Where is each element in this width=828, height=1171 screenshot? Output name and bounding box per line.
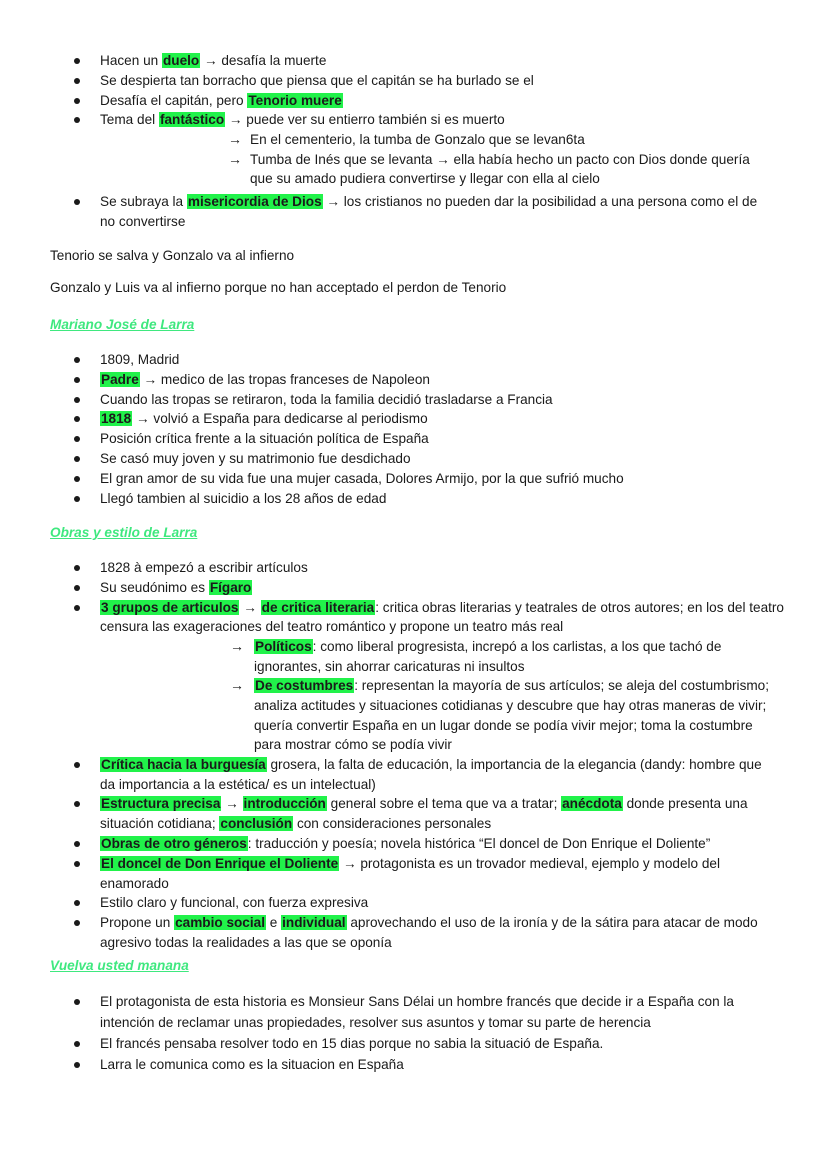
list-item: Posición crítica frente a la situación política de España	[0, 429, 828, 449]
highlight: misericordia de Dios	[187, 193, 322, 209]
highlight: duelo	[162, 53, 200, 68]
don-juan-list	[0, 51, 828, 232]
highlight: De costumbres	[255, 678, 354, 694]
list-item: Estilo claro y funcional, con fuerza expresiva	[0, 893, 828, 913]
highlight: Crítica hacia la burguesía	[101, 756, 266, 772]
list-item: El gran amor de su vida fue una mujer casada, Dolores Armijo, por la que sufrió mucho	[0, 469, 828, 489]
arrow-right-icon: →	[230, 677, 244, 694]
bullet-icon	[74, 416, 80, 422]
list-item: 1809, Madrid	[0, 350, 828, 370]
sub-list-item: → Políticos: como liberal progresista, increpó a los carlistas, a los que tachó de ignorantes, sin ahorrar caricaturas ni insultos	[230, 638, 722, 674]
list-item: Se subraya la misericordia de Dios → los cristianos no pueden dar la posibilidad a una persona como el de no convertirse	[0, 192, 828, 232]
bullet-icon	[74, 397, 80, 403]
section-heading-vuelva: Vuelva usted manana	[50, 958, 189, 973]
highlight: individual	[282, 915, 346, 931]
bullet-icon	[74, 117, 80, 123]
bullet-icon	[74, 762, 80, 768]
section-heading-larra: Mariano José de Larra	[50, 317, 195, 332]
obras-list	[0, 558, 828, 953]
list-item: 1828 à empezó a escribir artículos	[0, 558, 828, 578]
highlight: de critica literaria	[261, 599, 375, 615]
list-item: Cuando las tropas se retiraron, toda la familia decidió trasladarse a Francia	[0, 390, 828, 410]
list-item: Obras de otro géneros: traducción y poesía; novela histórica “El doncel de Don Enrique el Doliente”	[0, 834, 828, 854]
paragraph: Gonzalo y Luis va al infierno porque no han acceptado el perdon de Tenorio	[50, 280, 507, 295]
list-item: Estructura precisa → introducción general sobre el tema que va a tratar; anécdota donde presenta una situación cotidiana; conclusión con consideraciones personales	[0, 794, 828, 834]
bullet-icon	[74, 605, 80, 611]
bullet-icon	[74, 78, 80, 84]
arrow-right-icon: →	[228, 150, 242, 167]
list-item: Se casó muy joven y su matrimonio fue desdichado	[0, 449, 828, 469]
bullet-icon	[74, 496, 80, 502]
sub-list-item: → En el cementerio, la tumba de Gonzalo que se levan6ta	[100, 130, 780, 150]
bullet-icon	[74, 58, 80, 64]
sub-list-item: → Tumba de Inés que se levanta → ella había hecho un pacto con Dios donde quería que su amado pudiera convertirse y llegar con ella al cielo	[228, 150, 750, 187]
highlight: conclusión	[220, 816, 293, 832]
vuelva-list	[0, 991, 828, 1075]
highlight: Obras de otro géneros	[101, 835, 247, 851]
bullet-icon	[74, 377, 80, 383]
sub-list-item: → De costumbres: representan la mayoría de sus artículos; se aleja del costumbrismo; analiza actitudes y situaciones cotidianas y descubre que hay otras maneras de vivir; quería convertir España en un lugar donde se podía vivir mejor; toma la costumbre para mostrar cómo se podía vivir	[230, 677, 770, 753]
bullet-icon	[74, 585, 80, 591]
list-item: Hacen un duelo → desafía la muerte	[0, 51, 828, 71]
sub-list	[100, 130, 780, 189]
list-item: Propone un cambio social e individual aprovechando el uso de la ironía y de la sátira para atacar de modo agresivo todas la realidades a las que se oponía	[0, 913, 828, 953]
bullet-icon	[74, 861, 80, 867]
bullet-icon	[74, 98, 80, 104]
bullet-icon	[74, 841, 80, 847]
highlight: Políticos	[255, 639, 312, 655]
bullet-icon	[74, 456, 80, 462]
bullet-icon	[74, 1041, 80, 1047]
bullet-icon	[74, 436, 80, 442]
highlight: fantástico	[159, 112, 225, 128]
highlight: Padre	[101, 371, 139, 387]
list-item: Crítica hacia la burguesía grosera, la falta de educación, la importancia de la elegancia (dandy: hombre que da importancia a la estética/ es un intelectual)	[0, 755, 828, 795]
list-item: Se despierta tan borracho que piensa que el capitán se ha burlado se el	[0, 71, 828, 91]
list-item: Su seudónimo es Fígaro	[0, 578, 828, 598]
list-item: Desafía el capitán, pero Tenorio muere	[0, 91, 828, 111]
bullet-icon	[74, 920, 80, 926]
highlight: introducción	[243, 796, 326, 812]
paragraph: Tenorio se salva y Gonzalo va al infierno	[50, 248, 295, 263]
list-item: Larra le comunica como es la situacion en España	[0, 1054, 828, 1075]
list-item: El francés pensaba resolver todo en 15 dias porque no sabia la situació de España.	[0, 1033, 828, 1054]
highlight: anécdota	[562, 796, 622, 812]
bullet-icon	[74, 357, 80, 363]
larra-list	[0, 350, 828, 508]
bullet-icon	[74, 900, 80, 906]
highlight: cambio social	[175, 915, 265, 931]
bullet-icon	[74, 999, 80, 1005]
sub-list	[0, 637, 804, 755]
highlight: El doncel de Don Enrique el Doliente	[101, 855, 339, 871]
highlight: Estructura precisa	[101, 796, 221, 812]
list-item: Tema del fantástico → puede ver su entierro también si es muerto → En el cementerio, la tumba de Gonzalo que se levan6ta → Tumba de Inés que se levanta → ella había hecho un pacto con Dios donde quería que su amado pudiera convertirse y llegar con ella al cielo	[0, 110, 828, 189]
list-item: El doncel de Don Enrique el Doliente → protagonista es un trovador medieval, ejemplo y modelo del enamorado	[0, 854, 828, 894]
list-item: Padre → medico de las tropas franceses de Napoleon	[0, 370, 828, 390]
list-item: Llegó tambien al suicidio a los 28 años de edad	[0, 489, 828, 509]
bullet-icon	[74, 1062, 80, 1068]
highlight: Tenorio muere	[248, 92, 342, 108]
bullet-icon	[74, 565, 80, 571]
highlight: 3 grupos de articulos	[101, 599, 239, 615]
section-heading-obras: Obras y estilo de Larra	[50, 525, 198, 540]
bullet-icon	[74, 476, 80, 482]
list-item: El protagonista de esta historia es Monsieur Sans Délai un hombre francés que decide ir a España con la intención de reclamar unas propiedades, resolver sus asuntos y tomar su parte de herencia	[0, 991, 828, 1033]
bullet-icon	[74, 199, 80, 205]
highlight: Fígaro	[209, 579, 252, 595]
arrow-right-icon: →	[228, 131, 242, 148]
list-item: 3 grupos de articulos → de critica literaria: critica obras literarias y teatrales de otros autores; en los del teatro censura las exageraciones del teatro romántico y propone un teatro más real → Políticos: como liberal progresista, increpó a los carlistas, a los que tachó de ignorantes, sin ahorrar caricaturas ni insultos → De costumbres: representan la mayoría de sus artículos; se aleja del costumbrismo; analiza actitudes y situaciones cotidianas y descubre que hay otras maneras de vivir; quería convertir España en un lugar donde se podía vivir mejor; toma la costumbre para mostrar cómo se podía vivir	[0, 598, 828, 755]
highlight: 1818	[101, 411, 132, 427]
bullet-icon	[74, 801, 80, 807]
arrow-right-icon: →	[230, 638, 244, 655]
list-item: 1818 → volvió a España para dedicarse al periodismo	[0, 409, 828, 429]
